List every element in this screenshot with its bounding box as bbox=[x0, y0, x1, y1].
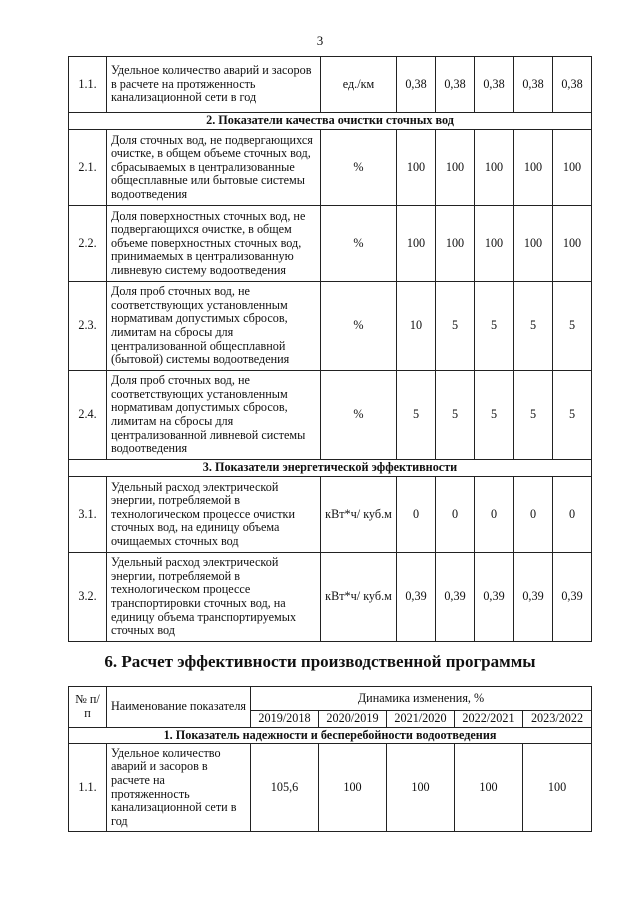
row-number: 3.1. bbox=[69, 477, 107, 553]
value-cell: 0 bbox=[514, 477, 553, 553]
indicator-name: Доля проб сточных вод, не соответствующих установленным нормативам допустимых сбросов, лимитам на сбросы для централизованной общесплавной (бытовой) системы водоотведения bbox=[107, 282, 321, 371]
value-cell: 0,39 bbox=[397, 553, 436, 642]
indicator-name: Удельное количество аварий и засоров в расчете на протяженность канализационной сети в год bbox=[107, 57, 321, 113]
value-cell: 0,38 bbox=[514, 57, 553, 113]
row-number: 1.1. bbox=[69, 744, 107, 832]
page-number: 3 bbox=[316, 33, 324, 48]
section-row bbox=[69, 113, 592, 130]
value-cell: 5 bbox=[436, 282, 475, 371]
value-cell: 0 bbox=[436, 477, 475, 553]
value-cell: 0 bbox=[553, 477, 592, 553]
row-number: 1.1. bbox=[69, 57, 107, 113]
value-cell: 100 bbox=[319, 744, 387, 832]
value-cell: 100 bbox=[514, 206, 553, 282]
unit-cell: % bbox=[321, 130, 397, 206]
value-cell: 0,38 bbox=[397, 57, 436, 113]
value-cell: 100 bbox=[387, 744, 455, 832]
unit-cell: кВт*ч/ куб.м bbox=[321, 553, 397, 642]
value-cell: 0,39 bbox=[514, 553, 553, 642]
period-cell: 2022/2021 bbox=[455, 711, 523, 728]
value-cell: 105,6 bbox=[251, 744, 319, 832]
period-cell: 2019/2018 bbox=[251, 711, 319, 728]
indicator-name: Доля сточных вод, не подвергающихся очистке, в общем объеме сточных вод, сбрасываемых в централизованные общесплавные или бытовые системы водоотведения bbox=[107, 130, 321, 206]
value-cell: 0,38 bbox=[475, 57, 514, 113]
value-cell: 5 bbox=[553, 282, 592, 371]
indicator-name: Удельный расход электрической энергии, потребляемой в технологическом процессе очистки сточных вод, на единицу объема очищаемых сточных вод bbox=[107, 477, 321, 553]
table-row bbox=[69, 57, 592, 113]
table-row bbox=[69, 553, 592, 642]
value-cell: 100 bbox=[436, 206, 475, 282]
header-num: № п/п bbox=[69, 687, 107, 728]
indicators-table bbox=[68, 56, 592, 642]
value-cell: 100 bbox=[514, 130, 553, 206]
value-cell: 10 bbox=[397, 282, 436, 371]
period-cell: 2021/2020 bbox=[387, 711, 455, 728]
value-cell: 5 bbox=[514, 371, 553, 460]
value-cell: 0 bbox=[397, 477, 436, 553]
unit-cell: % bbox=[321, 282, 397, 371]
value-cell: 100 bbox=[436, 130, 475, 206]
table-row bbox=[69, 282, 592, 371]
value-cell: 100 bbox=[553, 130, 592, 206]
table-row bbox=[69, 371, 592, 460]
section-row-title: 3. Показатели энергетической эффективности bbox=[69, 460, 592, 477]
value-cell: 100 bbox=[475, 206, 514, 282]
indicator-name: Удельный расход электрической энергии, потребляемой в технологическом процессе транспортировки сточных вод, на единицу объема транспортируемых сточных вод bbox=[107, 553, 321, 642]
value-cell: 100 bbox=[475, 130, 514, 206]
value-cell: 0,39 bbox=[436, 553, 475, 642]
row-number: 2.3. bbox=[69, 282, 107, 371]
value-cell: 5 bbox=[553, 371, 592, 460]
header-name: Наименование показателя bbox=[107, 687, 251, 728]
row-number: 3.2. bbox=[69, 553, 107, 642]
table-row bbox=[69, 130, 592, 206]
value-cell: 100 bbox=[553, 206, 592, 282]
section-heading: 6. Расчет эффективности производственной программы bbox=[104, 652, 536, 671]
value-cell: 0 bbox=[475, 477, 514, 553]
value-cell: 100 bbox=[397, 206, 436, 282]
table-row bbox=[69, 206, 592, 282]
value-cell: 100 bbox=[523, 744, 592, 832]
value-cell: 0,38 bbox=[553, 57, 592, 113]
row-number: 2.1. bbox=[69, 130, 107, 206]
value-cell: 0,38 bbox=[436, 57, 475, 113]
period-cell: 2020/2019 bbox=[319, 711, 387, 728]
indicator-name: Доля проб сточных вод, не соответствующих установленным нормативам допустимых сбросов, лимитам на сбросы для централизованной ливневой системы водоотведения bbox=[107, 371, 321, 460]
value-cell: 5 bbox=[397, 371, 436, 460]
unit-cell: % bbox=[321, 206, 397, 282]
row-number: 2.2. bbox=[69, 206, 107, 282]
value-cell: 5 bbox=[514, 282, 553, 371]
value-cell: 5 bbox=[436, 371, 475, 460]
indicator-name: Удельное количество аварий и засоров в расчете на протяженность канализационной сети в год bbox=[107, 744, 251, 832]
value-cell: 5 bbox=[475, 371, 514, 460]
value-cell: 5 bbox=[475, 282, 514, 371]
period-cell: 2023/2022 bbox=[523, 711, 592, 728]
value-cell: 0,39 bbox=[475, 553, 514, 642]
value-cell: 0,39 bbox=[553, 553, 592, 642]
efficiency-table bbox=[68, 686, 592, 832]
section-row bbox=[69, 460, 592, 477]
row-number: 2.4. bbox=[69, 371, 107, 460]
table-row bbox=[69, 477, 592, 553]
unit-cell: ед./км bbox=[321, 57, 397, 113]
header-dynamics: Динамика изменения, % bbox=[251, 687, 592, 711]
unit-cell: кВт*ч/ куб.м bbox=[321, 477, 397, 553]
indicator-name: Доля поверхностных сточных вод, не подвергающихся очистке, в общем объеме поверхностных сточных вод, принимаемых в централизованную ливневую систему водоотведения bbox=[107, 206, 321, 282]
section-row-title: 1. Показатель надежности и бесперебойности водоотведения bbox=[69, 728, 592, 744]
section-row-title: 2. Показатели качества очистки сточных вод bbox=[69, 113, 592, 130]
unit-cell: % bbox=[321, 371, 397, 460]
value-cell: 100 bbox=[397, 130, 436, 206]
value-cell: 100 bbox=[455, 744, 523, 832]
